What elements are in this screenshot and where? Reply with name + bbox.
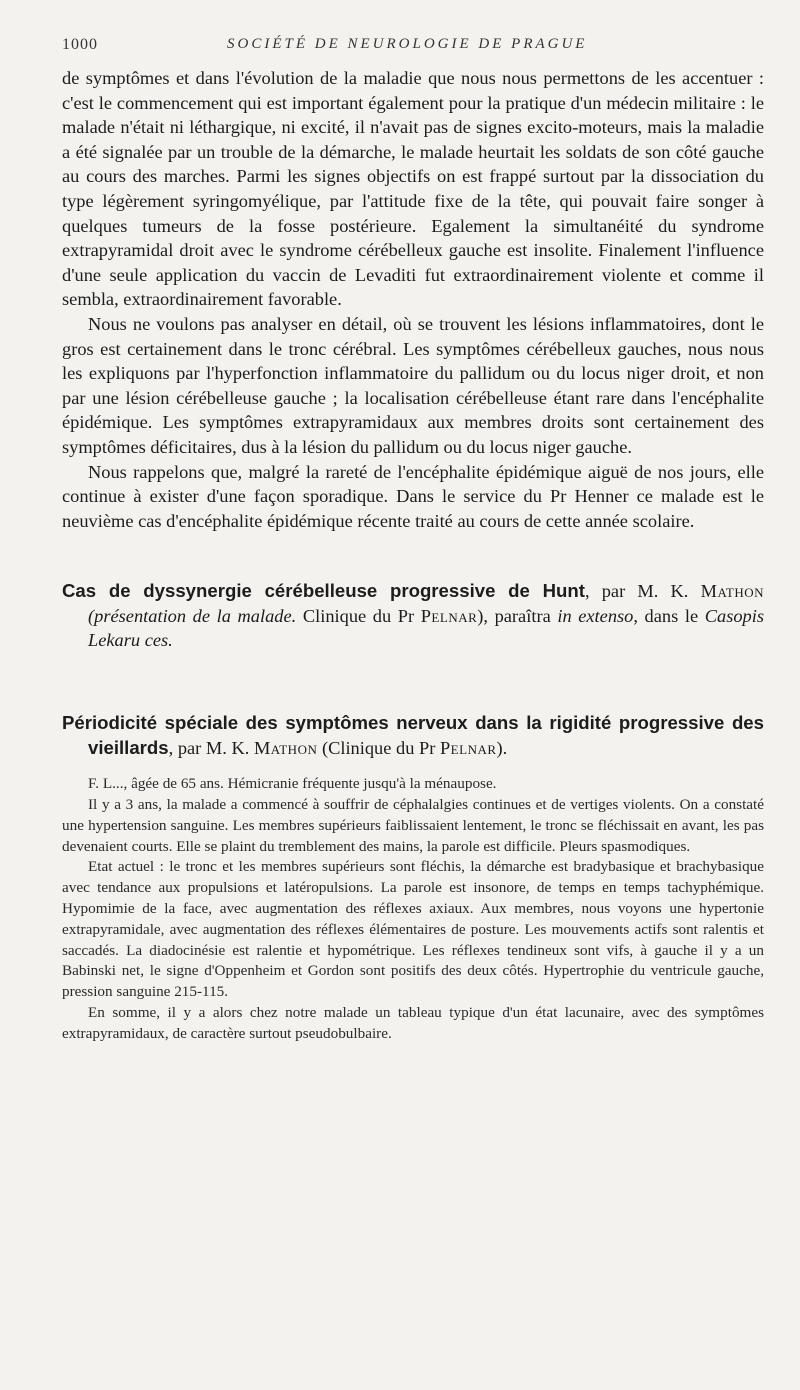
closing-paren: ). xyxy=(496,737,508,758)
publication-note: ), paraîtra xyxy=(477,605,558,626)
clinic-label: (Clinique du Pr xyxy=(317,737,440,758)
journal-title: SOCIÉTÉ DE NEUROLOGIE DE PRAGUE xyxy=(227,36,588,52)
article-heading-periodicite xyxy=(62,711,764,760)
author-name: Mathon xyxy=(700,581,764,602)
page xyxy=(62,36,764,1045)
paragraph-1: de symptômes et dans l'évolution de la maladie que nous nous permettons de les accentuer : c'est le commencement qui est important également pour la pratique d'un médecin militaire : le malade n'était ni léthargique, ni excité, il n'avait pas de signes excito-moteurs, mais la maladie a été signalée par un trouble de la démarche, le malade heurtait les soldats de son côté gauche au cours des marches. Parmi les signes objectifs on est frappé surtout par la dissociation du type légèrement syringomyélique, par l'attitude fixe de la tête, qui pouvait faire songer à quelques tumeurs de la fosse postérieure. Egalement la simultanéité du syndrome extrapyramidal droit avec le syndrome cérébelleux gauche est insolite. Finalement l'influence d'une seule application du vaccin de Levaditi fut extraordinairement violente et comme il sembla, extraordinairement favorable. xyxy=(62,68,764,310)
article-heading-hunt xyxy=(62,579,764,653)
case-report xyxy=(62,774,764,1044)
paragraph-3: Nous rappelons que, malgré la rareté de l'encéphalite épidémique aiguë de nos jours, elle continue à exister d'une façon sporadique. Dans le service du Pr Henner ce malade est le neuvième cas d'encéphalite épidémique récente traité au cours de cette année scolaire. xyxy=(62,461,764,531)
case-paragraph: F. L..., âgée de 65 ans. Hémicranie fréquente jusqu'à la ménaupose. xyxy=(88,775,497,793)
dans-le: , dans le xyxy=(633,605,705,626)
professor-name: Pelnar xyxy=(439,737,497,758)
article-title-hunt: Cas de dyssynergie cérébelleuse progressive de Hunt xyxy=(62,580,585,602)
byline: , par M. K. xyxy=(584,581,701,602)
case-paragraph: Il y a 3 ans, la malade a commencé à souffrir de céphalalgies continues et de vertiges violents. On a constaté une hypertension sanguine. Les membres supérieurs faiblissaient lentement, le tronc se fléchissait en avant, les pas devenaient courts. Elle se plaint du tremblement des mains, la parole est difficile. Pleurs spasmodiques. xyxy=(62,796,764,855)
in-extenso: in extenso xyxy=(557,605,634,626)
professor-name: Pelnar xyxy=(420,605,478,626)
presentation-note: (présentation de la malade. xyxy=(88,605,297,626)
page-number: 1000 xyxy=(62,36,98,53)
case-paragraph: Etat actuel : le tronc et les membres supérieurs sont fléchis, la démarche est bradybasique et brachybasique avec tendance aux propulsions et latéropulsions. La parole est insonore, de temps en temps tachyphémique. Hypomimie de la face, avec augmentation des réflexes axiaux. Aux membres, nous voyons une hypertonie extrapyramidale, avec augmentation des réflexes élémentaires de posture. Les mouvements actifs sont ralentis et saccadés. La diadocinésie est ralentie et hypométrique. Les réflexes tendineux sont vifs, à gauche il y a un Babinski net, le signe d'Oppenheim et Gordon sont positifs des deux côtés. Hypertrophie du ventricule gauche, pression sanguine 215-115. xyxy=(62,858,764,1001)
byline: , par M. K. xyxy=(168,737,254,758)
running-head xyxy=(62,36,764,66)
journal-name: Casopis Lekaru ces. xyxy=(88,605,765,651)
clinic-label: Clinique du Pr xyxy=(296,605,421,626)
case-paragraph: En somme, il y a alors chez notre malade un tableau typique d'un état lacunaire, avec des symptômes extrapyramidaux, de caractère surtout pseudobulbaire. xyxy=(62,1004,764,1042)
paragraph-2: Nous ne voulons pas analyser en détail, où se trouvent les lésions inflammatoires, dont le gros est certainement dans le tronc cérébral. Les symptômes cérébelleux gauches, nous nous les expliquons par l'hyperfonction inflammatoire du pallidum ou du locus niger droit, et non par une lésion cérébelleuse gauche ; la localisation cérébelleuse étant rare dans l'encéphalite épidémique. Les symptômes extrapyramidaux aux membres droits sont certainement des symptômes déficitaires, dus à la lésion du pallidum ou du locus niger gauche. xyxy=(62,313,764,457)
article-title-periodicite: Périodicité spéciale des symptômes nerveux dans la rigidité progressive des vieillards xyxy=(62,712,764,758)
author-name: Mathon xyxy=(253,737,318,758)
